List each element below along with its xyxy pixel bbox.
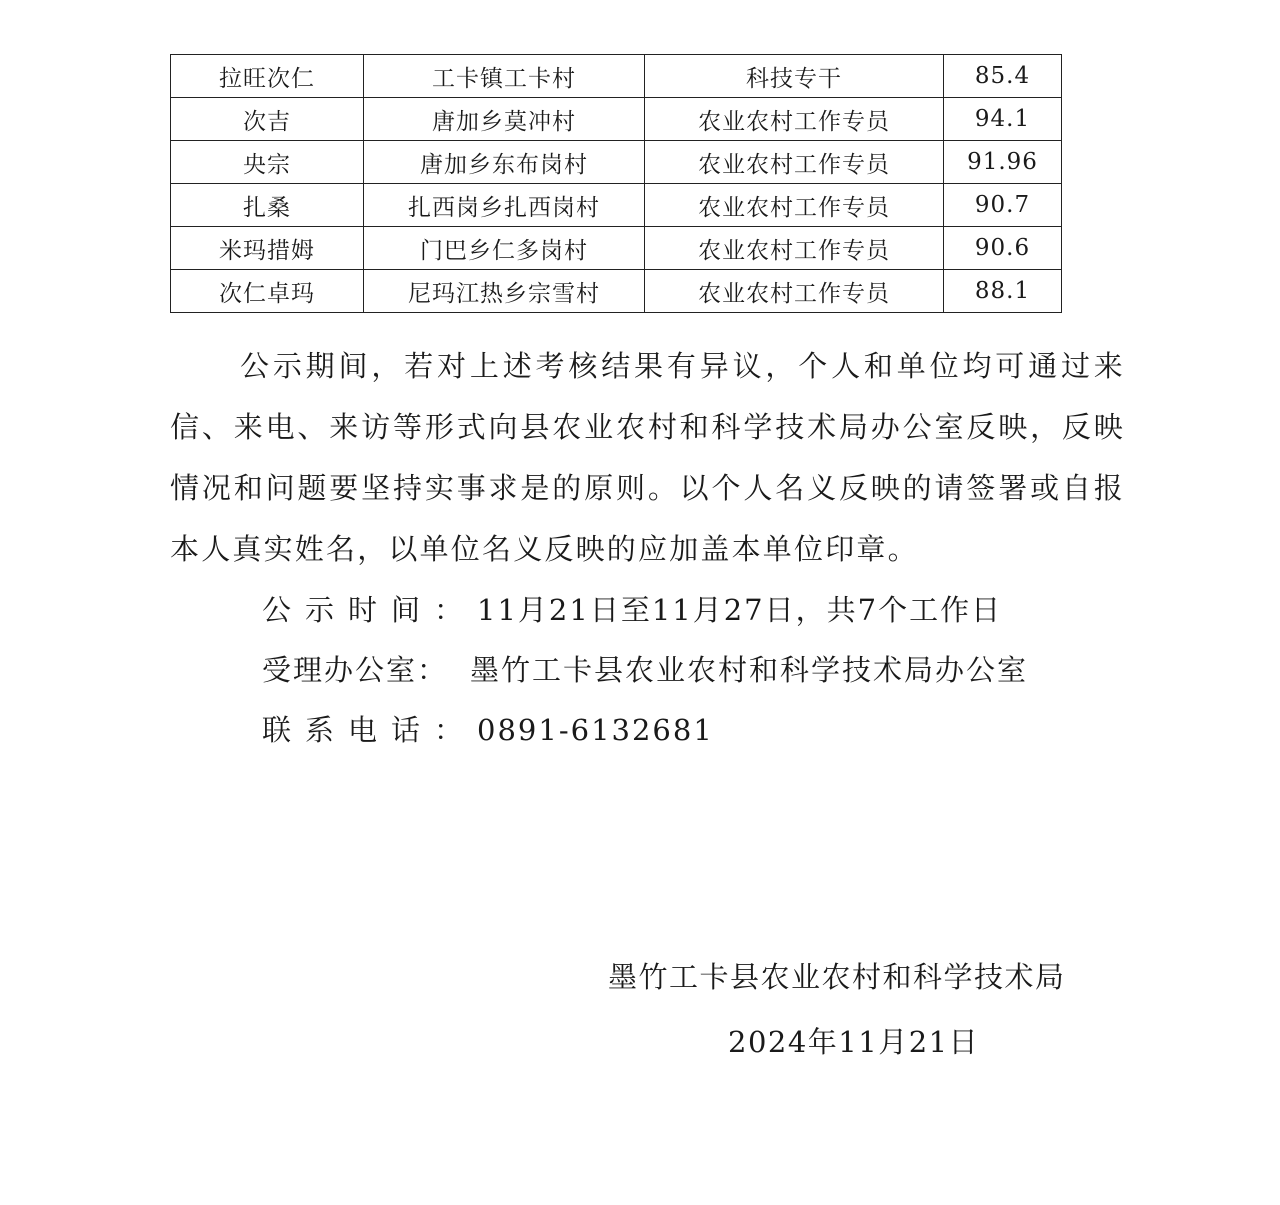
position-cell: 农业农村工作专员: [645, 141, 944, 184]
issuing-organization: 墨竹工卡县农业农村和科学技术局: [608, 960, 1066, 994]
score-cell: 94.1: [944, 98, 1062, 141]
name-cell: 拉旺次仁: [171, 55, 364, 98]
village-cell: 唐加乡莫冲村: [364, 98, 645, 141]
position-cell: 农业农村工作专员: [645, 98, 944, 141]
table-row: [171, 184, 1062, 227]
table-row: [171, 98, 1062, 141]
name-cell: 次仁卓玛: [171, 270, 364, 313]
contact-phone-line: [262, 708, 1132, 749]
position-cell: 农业农村工作专员: [645, 227, 944, 270]
publicity-period-value: 11月21日至11月27日，共7个工作日: [477, 593, 1003, 627]
table-row: [171, 227, 1062, 270]
issue-date: 2024年11月21日: [728, 1025, 980, 1059]
contact-phone-label: 联系电话：: [262, 713, 478, 747]
score-cell: 85.4: [944, 55, 1062, 98]
name-cell: 扎桑: [171, 184, 364, 227]
position-cell: 农业农村工作专员: [645, 184, 944, 227]
receiving-office-line: [262, 648, 1132, 689]
name-cell: 次吉: [171, 98, 364, 141]
score-cell: 90.7: [944, 184, 1062, 227]
position-cell: 农业农村工作专员: [645, 270, 944, 313]
village-cell: 扎西岗乡扎西岗村: [364, 184, 645, 227]
village-cell: 唐加乡东布岗村: [364, 141, 645, 184]
receiving-office-label: 受理办公室：: [262, 653, 449, 687]
table-row: [171, 270, 1062, 313]
score-cell: 88.1: [944, 270, 1062, 313]
name-cell: 米玛措姆: [171, 227, 364, 270]
objection-notice-paragraph: 公示期间，若对上述考核结果有异议，个人和单位均可通过来信、来电、来访等形式向县农业农村和科学技术局办公室反映，反映情况和问题要坚持实事求是的原则。以个人名义反映的请签署或自报本人真实姓名，以单位名义反映的应加盖本单位印章。: [170, 349, 1125, 566]
village-cell: 尼玛江热乡宗雪村: [364, 270, 645, 313]
name-cell: 央宗: [171, 141, 364, 184]
position-cell: 科技专干: [645, 55, 944, 98]
publicity-period-label: 公示时间：: [262, 593, 478, 627]
results-table: [170, 54, 1062, 313]
score-cell: 91.96: [944, 141, 1062, 184]
village-cell: 工卡镇工卡村: [364, 55, 645, 98]
score-cell: 90.6: [944, 227, 1062, 270]
table-row: [171, 55, 1062, 98]
contact-phone-value: 0891-6132681: [477, 713, 714, 747]
receiving-office-value: 墨竹工卡县农业农村和科学技术局办公室: [470, 653, 1029, 687]
publicity-period-line: [262, 588, 1132, 629]
village-cell: 门巴乡仁多岗村: [364, 227, 645, 270]
table-row: [171, 141, 1062, 184]
